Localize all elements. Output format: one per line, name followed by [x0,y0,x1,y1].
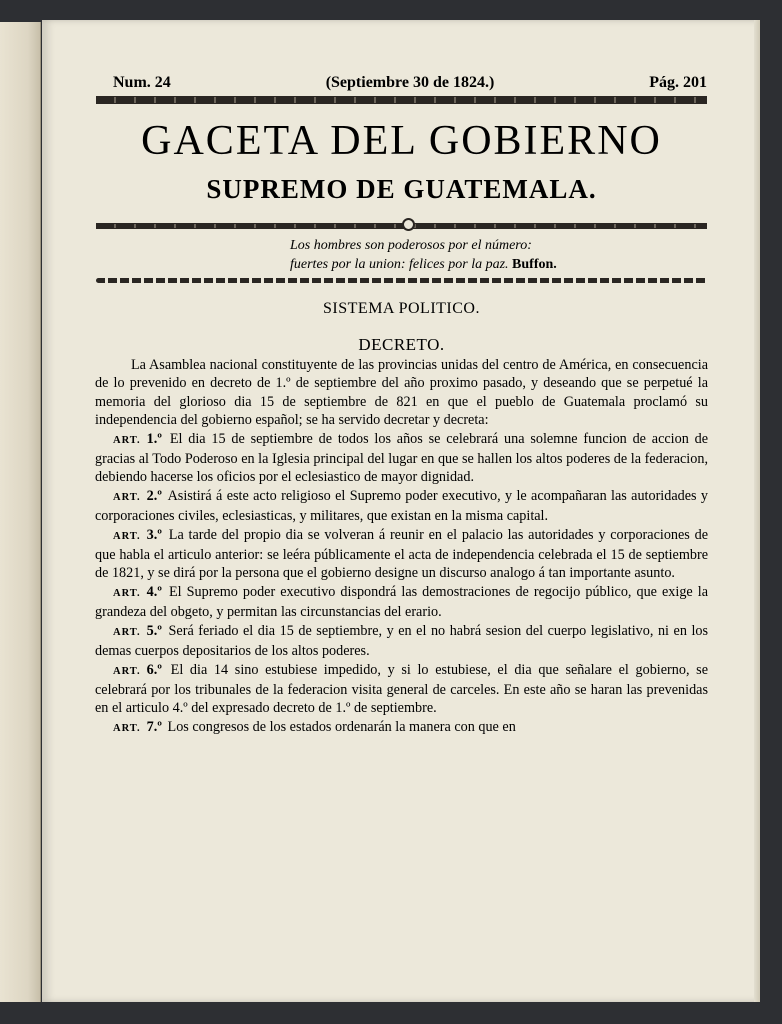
decree-preamble: La Asamblea nacional constituyente de las provincias unidas del centro de América, en consecuencia de lo prevenido en decreto de 1.º de septiembre del año proximo pasado, y deseando que se perpetué la memoria del glorioso dia 15 de septiembre de 821 en que el pueblo de Guatemala proclamó su independencia del gobierno español; se ha servido decretar y decreta: [95,357,708,429]
article-text: La tarde del propio dia se volveran á reunir en el palacio las autoridades y corporaciones de que habla el articulo anterior: se leéra públicamente el acta de independencia celebrada el 15 de septiembre de 1821, y se dirá por la persona que el gobierno designe un discurso analogo á tan importante asunto. [95,526,709,582]
article-4 [95,583,708,622]
article-6 [95,661,708,718]
decree-body [95,356,708,738]
epigraph-line-2-text: fuertes por la union: felices por la paz. [290,257,509,272]
epigraph-author: Buffon. [512,257,557,272]
article-2 [95,487,708,526]
masthead-title: GACETA DEL GOBIERNO [141,118,662,164]
top-rule-divider [96,96,707,104]
article-text: El dia 14 sino estubiese impedido, y si lo estubiese, el dia que señalare el gobierno, se celebrará por los tribunales de la federacion visita general de carceles. En este año se haran las prevenidas en el articulo 4.º del expresado decreto de 1.º de septiembre. [95,661,708,717]
article-text: Será feriado el dia 15 de septiembre, y en el no habrá sesion del cuerpo legislativo, ni en los demas cuerpos depositarios de los altos poderes. [95,622,709,660]
article-label: ART. [113,587,141,599]
article-label: ART. [113,434,141,446]
masthead-subtitle: SUPREMO DE GUATEMALA. [206,174,597,204]
article-label: ART. [113,491,141,503]
article-number: 3.º [146,526,162,543]
article-text: Asistirá á este acto religioso el Supremo poder executivo, y le acompañaran las autoridades y corporaciones civiles, eclesiasticas, y militares, que existan en la misma capital. [95,487,708,525]
article-text: Los congresos de los estados ordenarán la manera con que en [167,718,516,735]
article-7 [95,718,708,738]
section-title: SISTEMA POLITICO. [323,300,480,317]
issue-number: Num. 24 [113,74,171,91]
article-5 [95,622,708,661]
article-1 [95,430,708,487]
article-label: ART. [113,530,141,542]
article-label: ART. [113,722,141,734]
epigraph-line-1: Los hombres son poderosos por el número: [290,238,532,253]
decree-title: DECRETO. [358,335,445,354]
article-label: ART. [113,626,141,638]
article-text: El Supremo poder executivo dispondrá las demostraciones de regocijo público, que exige la grandeza del obgeto, y permitan las circunstancias del erario. [95,583,708,621]
page-edge [754,20,760,1002]
epigraph [290,236,707,274]
article-number: 7.º [146,718,162,735]
article-number: 5.º [146,622,162,639]
article-number: 4.º [146,583,162,600]
article-3 [95,526,708,583]
article-number: 6.º [146,661,162,678]
epigraph-line-2 [290,255,707,274]
issue-date: (Septiembre 30 de 1824.) [325,74,495,91]
issue-header [113,74,707,92]
page-number: Pág. 201 [649,74,707,91]
facing-page-edge [0,22,41,1002]
article-text: El dia 15 de septiembre de todos los años se celebrará una solemne funcion de accion de gracias al Todo Poderoso en la Iglesia principal del lugar en que se hallen los altos poderes de la federacion, debiendo hacerse los oficios por el eclesiastico de mayor dignidad. [95,430,709,486]
article-label: ART. [113,665,141,677]
article-number: 1.º [146,430,162,447]
wavy-rule-divider [96,278,707,283]
masthead-rule-divider [96,223,707,229]
article-number: 2.º [146,487,162,504]
